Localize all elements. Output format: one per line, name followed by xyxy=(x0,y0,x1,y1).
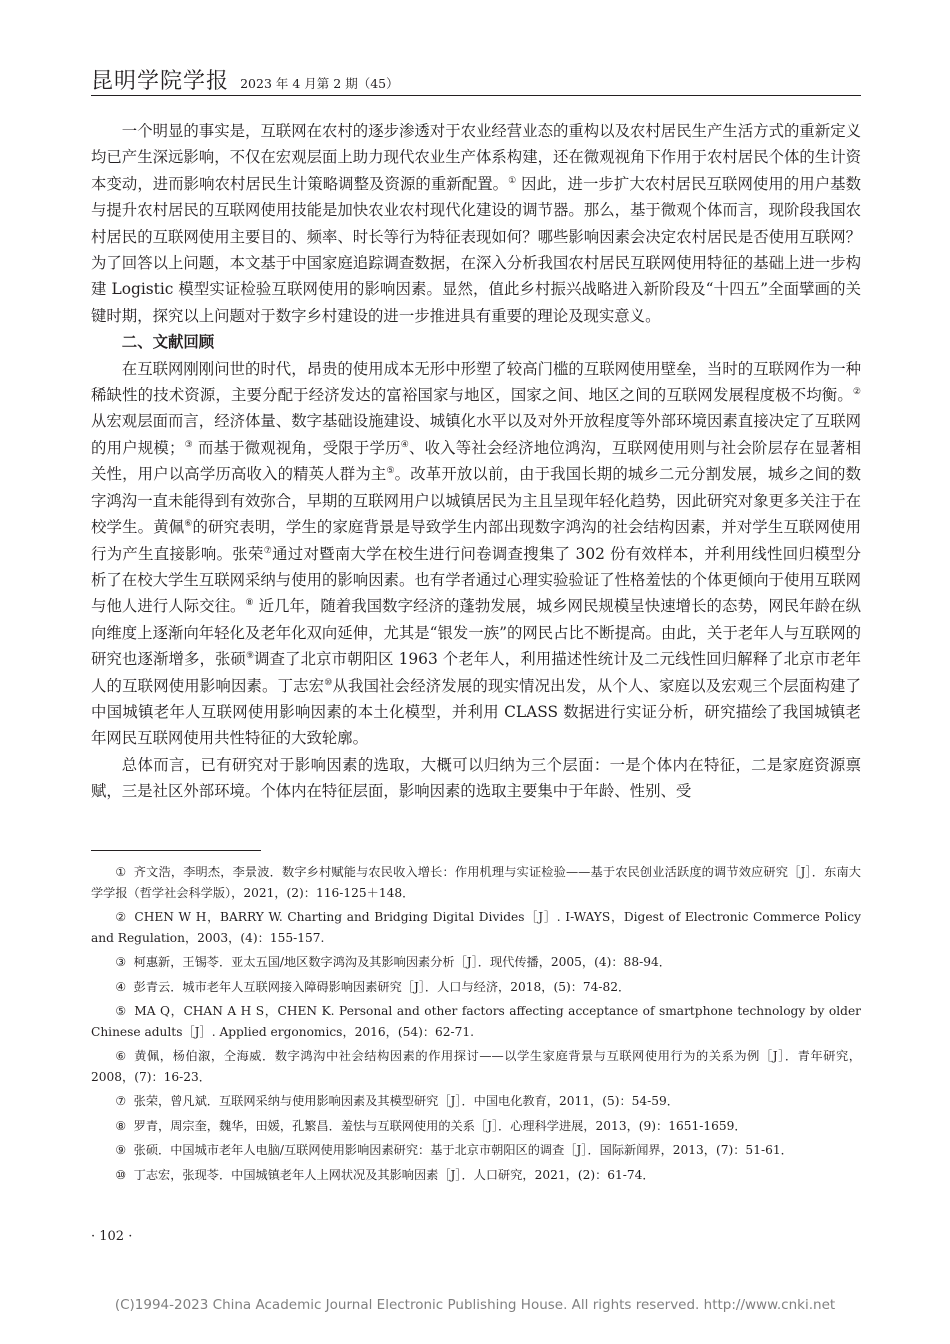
footnotes xyxy=(91,862,861,1189)
footnote-number: ⑥ xyxy=(115,1049,127,1064)
footnote-ref[interactable]: ⑥ xyxy=(184,518,193,529)
footnote-number: ⑦ xyxy=(115,1094,127,1109)
section-heading: 二、文献回顾 xyxy=(121,333,215,352)
copyright-notice: (C)1994-2023 China Academic Journal Electronic Publishing House. All rights reserved. http://www.cnki.net xyxy=(114,1297,836,1313)
footnote-text: 彭青云．城市老年人互联网接入障碍影响因素研究［J］．人口与经济，2018，(5)：74-82． xyxy=(133,979,631,994)
footnote-ref[interactable]: ⑦ xyxy=(263,545,273,556)
footnote-item xyxy=(91,1116,861,1137)
footnote-item xyxy=(91,907,861,948)
footnote-item xyxy=(91,862,861,903)
footnote-ref[interactable]: ⑤ xyxy=(386,466,395,477)
footnote-ref[interactable]: ① xyxy=(508,175,517,186)
footnote-item xyxy=(91,1091,861,1112)
paragraph-summary: 总体而言，已有研究对于影响因素的选取，大概可以归纳为三个层面：一是个体内在特征，二是家庭资源禀赋，三是社区外部环境。个体内在特征层面，影响因素的选取主要集中于年龄、性别、受 xyxy=(91,755,861,801)
paragraph-literature: 在互联网刚刚问世的时代，昂贵的使用成本无形中形塑了较高门槛的互联网使用壁垒，当时的互联网作为一种稀缺性的技术资源，主要分配于经济发达的富裕国家与地区，国家之间、地区之间的互联网发展程度极不均衡。② 从宏观层面而言，经济体量、数字基础设施建设、城镇化水平以及对外开放程度等外部环境因素直接决定了互联网的用户规模；③ 而基于微观视角，受限于学历④、收入等社会经济地位鸿沟，互联网使用则与社会阶层存在显著相关性，用户以高学历高收入的精英人群为主⑤。改革开放以前，由于我国长期的城乡二元分割发展，城乡之间的数字鸿沟一直未能得到有效弥合，早期的互联网用户以城镇居民为主且呈现年轻化趋势，因此研究对象更多关注于在校学生。黄佩⑥的研究表明，学生的家庭背景是导致学生内部出现数字鸿沟的社会结构因素，并对学生互联网使用行为产生直接影响。张荣⑦通过对暨南大学在校生进行问卷调查搜集了 302 份有效样本，并利用线性回归模型分析了在校大学生互联网采纳与使用的影响因素。也有学者通过心理实验验证了性格羞怯的个体更倾向于使用互联网与他人进行人际交往。⑧ 近几年，随着我国数字经济的蓬勃发展，城乡网民规模呈快速增长的态势，网民年龄在纵向维度上逐渐向年轻化及老年化双向延伸，尤其是“银发一族”的网民占比不断提高。由此，关于老年人与互联网的研究也逐渐增多，张硕⑨调查了北京市朝阳区 1963 个老年人，利用描述性统计及二元线性回归解释了北京市老年人的互联网使用影响因素。丁志宏⑩从我国社会经济发展的现实情况出发，从个人、家庭以及宏观三个层面构建了中国城镇老年人互联网使用影响因素的本土化模型，并利用 CLASS 数据进行实证分析，研究描绘了我国城镇老年网民互联网使用共性特征的大致轮廓。 xyxy=(91,359,861,748)
footnote-item xyxy=(91,977,861,998)
footnote-item xyxy=(91,1001,861,1042)
footnote-number: ④ xyxy=(115,979,127,994)
footnote-item xyxy=(91,1140,861,1161)
footnote-text: 柯惠新，王锡苓．亚太五国/地区数字鸿沟及其影响因素分析［J］．现代传播，2005，(4)：88-94． xyxy=(133,955,671,970)
footnote-ref[interactable]: ④ xyxy=(400,439,409,450)
footnote-item xyxy=(91,1046,861,1087)
footnote-item xyxy=(91,952,861,973)
footnote-ref[interactable]: ② xyxy=(852,386,861,397)
footnote-text: MA Q，CHAN A H S，CHEN K. Personal and other factors affecting acceptance of smartphone technology by older Chinese adults［J］. Applied ergonomics，2016，(54)：62-71. xyxy=(91,1004,861,1039)
footnote-ref[interactable]: ③ xyxy=(184,439,193,450)
journal-name: 昆明学院学报 xyxy=(91,69,230,94)
footnote-text: 张荣，曾凡斌．互联网采纳与使用影响因素及其模型研究［J］．中国电化教育，2011，(5)：54-59． xyxy=(133,1094,679,1109)
footnote-text: 黄佩，杨伯溆，仝海威．数字鸿沟中社会结构因素的作用探讨——以学生家庭背景与互联网使用行为的关系为例［J］．青年研究，2008，(7)：16-23． xyxy=(91,1049,861,1084)
footnote-number: ② xyxy=(115,910,128,925)
journal-issue: 2023 年 4 月第 2 期（45） xyxy=(240,76,399,91)
footnote-text: 丁志宏，张现苓．中国城镇老年人上网状况及其影响因素［J］．人口研究，2021，(2)：61-74． xyxy=(133,1167,655,1182)
footnote-number: ⑨ xyxy=(115,1143,127,1158)
footnote-text: 齐文浩，李明杰，李景波．数字乡村赋能与农民收入增长：作用机理与实证检验——基于农民创业活跃度的调节效应研究［J］．东南大学学报（哲学社会科学版），2021，(2)：116-125＋148． xyxy=(91,865,861,900)
footnote-number: ⑧ xyxy=(115,1118,127,1133)
paragraph-intro: 一个明显的事实是，互联网在农村的逐步渗透对于农业经营业态的重构以及农村居民生产生活方式的重新定义均已产生深远影响，不仅在宏观层面上助力现代农业生产体系构建，还在微观视角下作用于农村居民个体的生计资本变动，进而影响农村居民生计策略调整及资源的重新配置。① 因此，进一步扩大农村居民互联网使用的用户基数与提升农村居民的互联网使用技能是加快农业农村现代化建设的调节器。那么，基于微观个体而言，现阶段我国农村居民的互联网使用主要目的、频率、时长等行为特征表现如何？哪些影响因素会决定农村居民是否使用互联网？为了回答以上问题，本文基于中国家庭追踪调查数据，在深入分析我国农村居民互联网使用特征的基础上进一步构建 Logistic 模型实证检验互联网使用的影响因素。显然，值此乡村振兴战略进入新阶段及“十四五”全面擘画的关键时期，探究以上问题对于数字乡村建设的进一步推进具有重要的理论及现实意义。 xyxy=(91,122,861,325)
footnote-ref[interactable]: ⑨ xyxy=(245,651,255,661)
footnote-number: ⑩ xyxy=(115,1167,127,1182)
footnote-ref[interactable]: ⑧ xyxy=(245,598,254,609)
footnote-text: 张硕．中国城市老年人电脑/互联网使用影响因素研究：基于北京市朝阳区的调查［J］．国际新闻界，2013，(7)：51-61． xyxy=(133,1143,793,1158)
body-text xyxy=(91,118,861,805)
footnote-item xyxy=(91,1165,861,1186)
footnote-text: 罗青，周宗奎，魏华，田媛，孔繁昌．羞怯与互联网使用的关系［J］．心理科学进展，2013，(9)：1651-1659． xyxy=(133,1118,747,1133)
footnote-number: ① xyxy=(115,865,127,879)
footnote-number: ③ xyxy=(115,955,127,970)
header-rule xyxy=(91,95,861,96)
footnote-rule xyxy=(91,850,261,851)
footnote-text: CHEN W H，BARRY W. Charting and Bridging Digital Divides［J］. I-WAYS，Digest of Electronic Commerce Policy and Regulation，2003，(4)：155-157. xyxy=(91,910,861,945)
page-number: · 102 · xyxy=(91,1229,133,1244)
running-header xyxy=(91,64,861,95)
footnote-ref[interactable]: ⑩ xyxy=(324,677,333,688)
footnote-number: ⑤ xyxy=(115,1004,127,1019)
